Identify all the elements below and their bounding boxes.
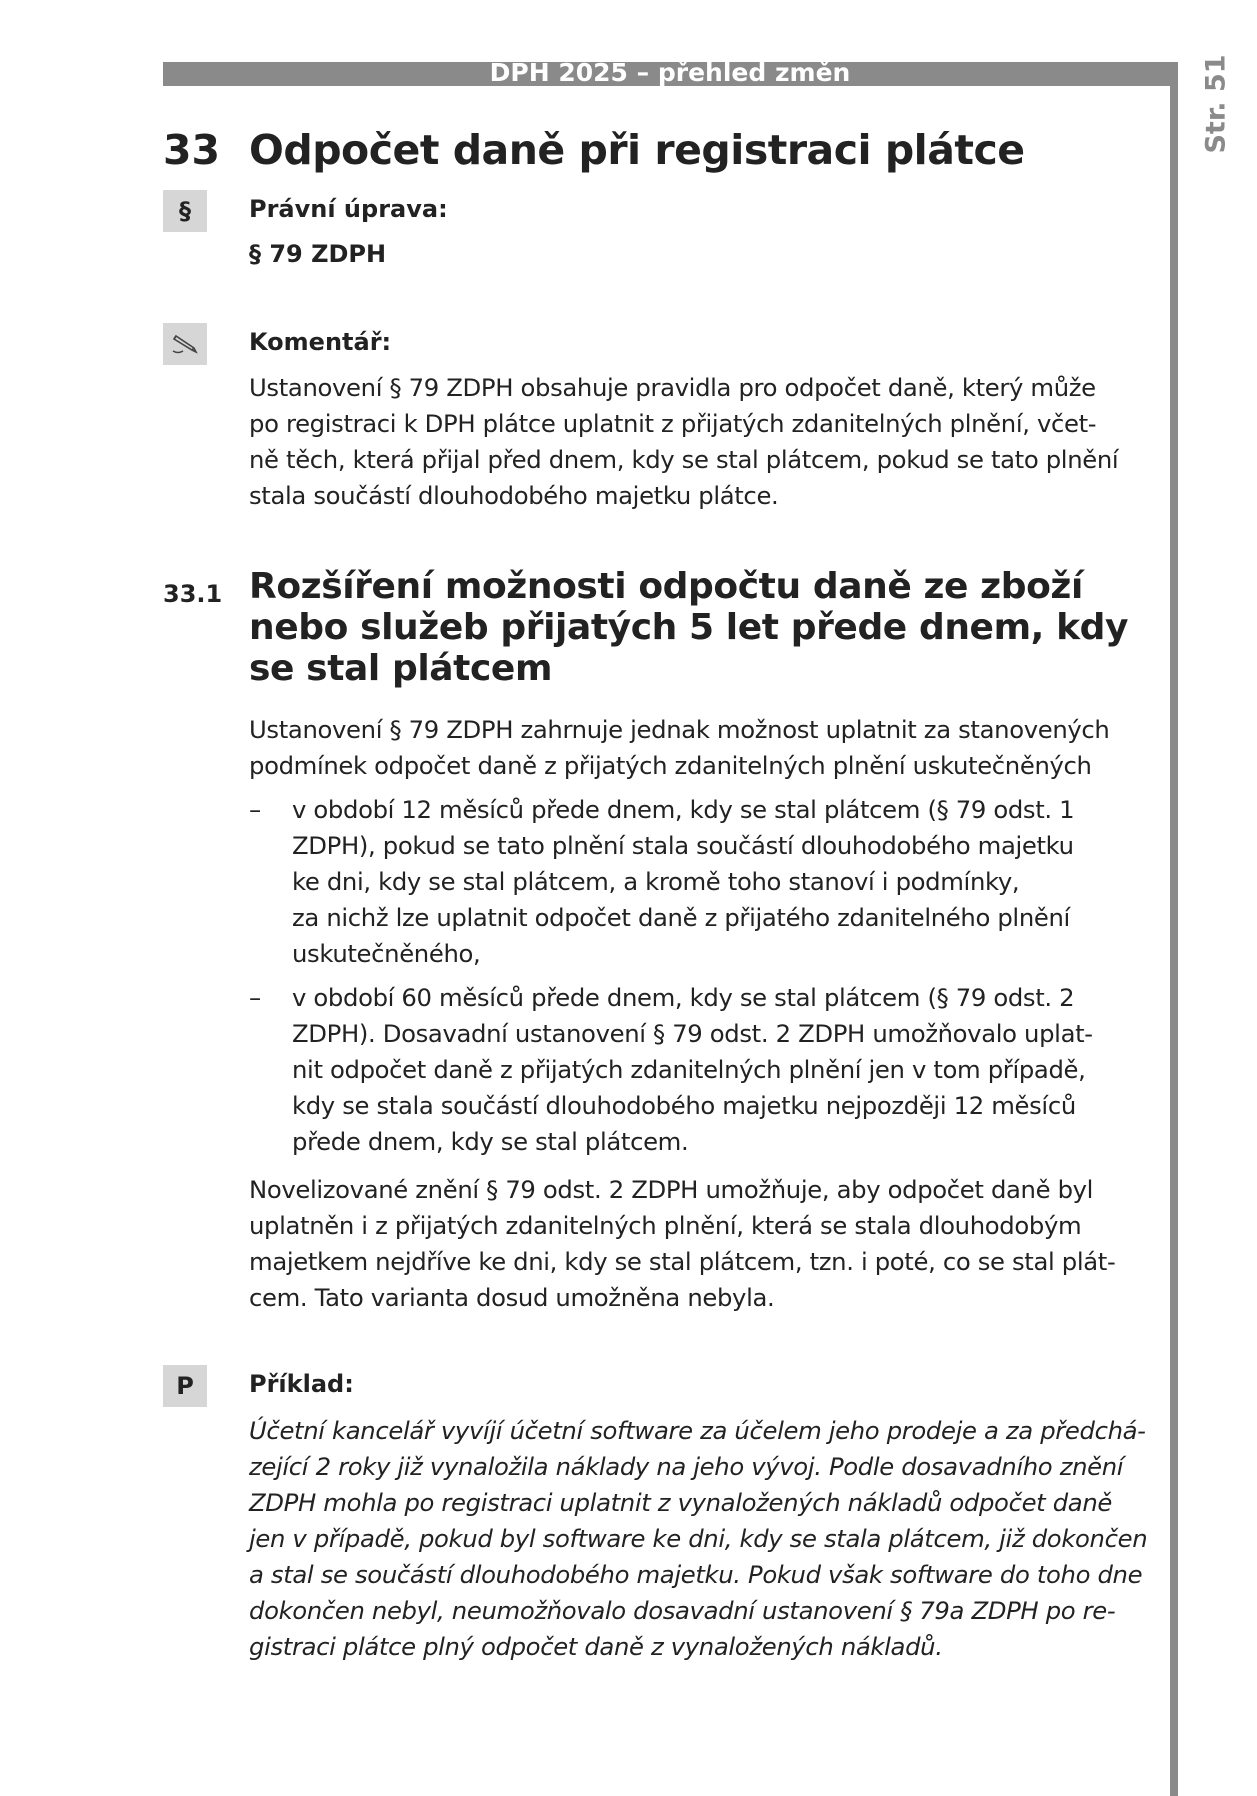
- text-line: kdy se stala součástí dlouhodobého majetku nejpozději 12 měsíců: [292, 1091, 1076, 1120]
- text-line: gistraci plátce plný odpočet daně z vynaložených nákladů.: [249, 1632, 943, 1661]
- section-number: 33.1: [163, 580, 223, 608]
- section-title-line: Rozšíření možnosti odpočtu daně ze zboží: [249, 566, 1083, 607]
- paragraph-icon: [163, 190, 207, 232]
- text-line: za nichž lze uplatnit odpočet daně z přijatého zdanitelného plnění: [292, 903, 1070, 932]
- pencil-icon: [163, 323, 207, 365]
- running-title: DPH 2025 – přehled změn: [489, 58, 851, 87]
- text-line: po registraci k DPH plátce uplatnit z přijatých zdanitelných plnění, včet-: [249, 409, 1097, 438]
- text-line: cem. Tato varianta dosud umožněna nebyla.: [249, 1283, 775, 1312]
- text-line: uplatněn i z přijatých zdanitelných plnění, která se stala dlouhodobým: [249, 1211, 1082, 1240]
- page-number: Str. 51: [1200, 54, 1232, 154]
- text-line: ně těch, která přijal před dnem, kdy se stal plátcem, pokud se tato plnění: [249, 445, 1119, 474]
- text-line: zející 2 roky již vynaložila náklady na jeho vývoj. Podle dosavadního znění: [249, 1452, 1124, 1481]
- commentary-heading: Komentář:: [249, 328, 392, 356]
- commentary-paragraph: [249, 370, 1149, 514]
- text-line: ZDPH). Dosavadní ustanovení § 79 odst. 2 ZDPH umožňovalo uplat-: [292, 1019, 1093, 1048]
- paragraph-symbol: §: [179, 197, 191, 225]
- section-title-line: nebo služeb přijatých 5 let přede dnem, kdy: [249, 607, 1129, 648]
- text-line: uskutečněného,: [292, 939, 481, 968]
- section-intro: [249, 712, 1149, 784]
- text-line: přede dnem, kdy se stal plátcem.: [292, 1127, 689, 1156]
- bullet-dash: –: [249, 795, 261, 824]
- text-line: Účetní kancelář vyvíjí účetní software za účelem jeho prodeje a za předchá-: [249, 1416, 1146, 1445]
- example-heading: Příklad:: [249, 1370, 354, 1398]
- text-line: v období 60 měsíců přede dnem, kdy se stal plátcem (§ 79 odst. 2: [292, 983, 1075, 1012]
- section-title-line: se stal plátcem: [249, 648, 553, 689]
- text-line: majetkem nejdříve ke dni, kdy se stal plátcem, tzn. i poté, co se stal plát-: [249, 1247, 1116, 1276]
- text-line: Novelizované znění § 79 odst. 2 ZDPH umožňuje, aby odpočet daně byl: [249, 1175, 1094, 1204]
- running-header-bar: [163, 58, 1177, 87]
- example-icon: [163, 1365, 207, 1407]
- chapter-title: Odpočet daně při registraci plátce: [249, 126, 1025, 174]
- side-rule: [1170, 62, 1178, 1796]
- text-line: podmínek odpočet daně z přijatých zdanitelných plnění uskutečněných: [249, 751, 1092, 780]
- text-line: jen v případě, pokud byl software ke dni, kdy se stala plátcem, již dokončen: [249, 1524, 1148, 1553]
- legal-reference: § 79 ZDPH: [249, 240, 387, 268]
- text-line: ZDPH mohla po registraci uplatnit z vynaložených nákladů odpočet daně: [249, 1488, 1112, 1517]
- text-line: Ustanovení § 79 ZDPH zahrnuje jednak možnost uplatnit za stanovených: [249, 715, 1110, 744]
- text-line: ke dni, kdy se stal plátcem, a kromě toho stanoví i podmínky,: [292, 867, 1020, 896]
- example-symbol: P: [176, 1372, 194, 1400]
- pencil-icon-graphic: [170, 333, 200, 355]
- text-line: dokončen nebyl, neumožňovalo dosavadní ustanovení § 79a ZDPH po re-: [249, 1596, 1116, 1625]
- text-line: nit odpočet daně z přijatých zdanitelných plnění jen v tom případě,: [292, 1055, 1086, 1084]
- legal-heading: Právní úprava:: [249, 195, 448, 223]
- list-item-text: [292, 792, 1149, 972]
- text-line: Ustanovení § 79 ZDPH obsahuje pravidla pro odpočet daně, který může: [249, 373, 1096, 402]
- section-closing: [249, 1172, 1149, 1316]
- text-line: ZDPH), pokud se tato plnění stala součástí dlouhodobého majetku: [292, 831, 1074, 860]
- list-item-text: [292, 980, 1149, 1160]
- example-paragraph: [249, 1413, 1149, 1665]
- text-line: stala součástí dlouhodobého majetku plátce.: [249, 481, 779, 510]
- bullet-dash: –: [249, 983, 261, 1012]
- section-title: [249, 566, 1149, 689]
- text-line: a stal se součástí dlouhodobého majetku. Pokud však software do toho dne: [249, 1560, 1143, 1589]
- text-line: v období 12 měsíců přede dnem, kdy se stal plátcem (§ 79 odst. 1: [292, 795, 1075, 824]
- chapter-number: 33: [163, 126, 221, 174]
